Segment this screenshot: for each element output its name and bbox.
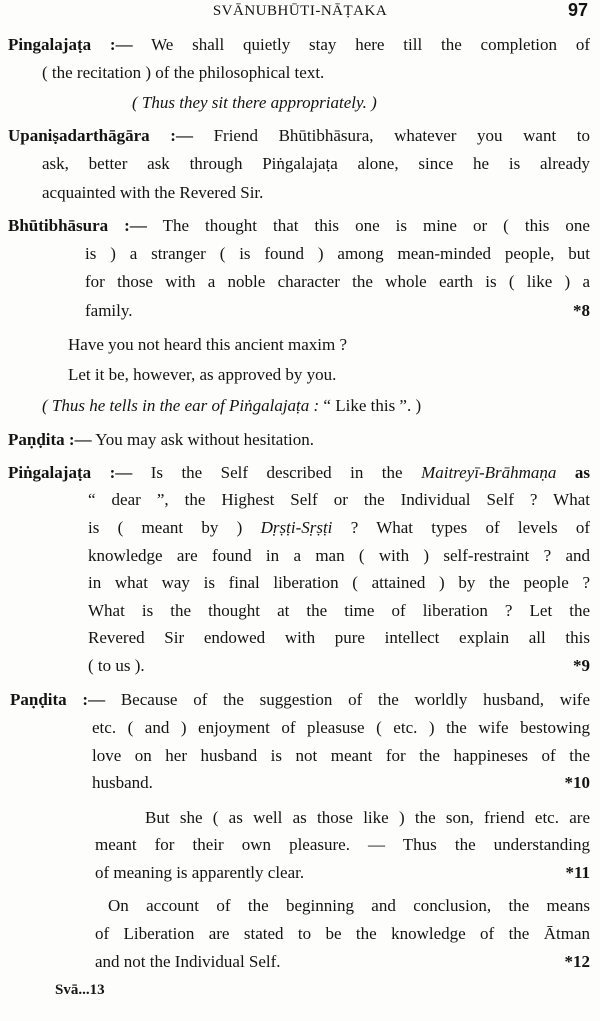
line-text: You may ask without hesitation. <box>95 430 315 449</box>
dialogue-line <box>8 427 314 453</box>
verse-line: of meaning is apparently clear. <box>95 863 305 882</box>
dialogue-line <box>8 213 590 239</box>
speaker-name: Bhūtibhāsura :— <box>8 216 147 235</box>
verse-number: *12 <box>564 952 590 971</box>
verse-line: ( to us ). <box>88 656 145 675</box>
verse-line: is ) a stranger ( is found ) among mean-minded people, but <box>85 244 590 263</box>
speaker-name: Paṇḍita :— <box>8 430 92 449</box>
line-text: The thought that this one is mine or ( this one <box>162 216 590 235</box>
line-text: Is the Self described in the <box>150 463 403 482</box>
verse-line: “ dear ”, the Highest Self or the Individual Self ? What <box>88 490 590 509</box>
line-text: Because of the suggestion of the worldly husband, wife <box>120 690 590 709</box>
dialogue-line: Let it be, however, as approved by you. <box>68 365 337 384</box>
stage-direction-italic: ( Thus he tells in the ear of Piṅgalajaṭa : <box>42 396 320 415</box>
verse-line: On account of the beginning and conclusion, the means <box>108 896 590 915</box>
running-header-title: SVĀNUBHŪTI-NĀṬAKA <box>212 3 388 19</box>
verse-line: for those with a noble character the whole earth is ( like ) a <box>85 272 590 291</box>
verse-line: Revered Sir endowed with pure intellect explain all this <box>88 628 590 647</box>
verse-line: But she ( as well as those like ) the son, friend etc. are <box>145 808 590 827</box>
line-text: ? What types of levels of <box>350 518 590 537</box>
verse-line: family. <box>85 301 133 320</box>
verse-line: and not the Individual Self. <box>95 952 281 971</box>
verse-line <box>88 515 590 541</box>
stage-direction: ( Thus they sit there appropriately. ) <box>132 93 377 112</box>
speaker-name: Piṅgalajaṭa :— <box>8 463 133 482</box>
verse-line: love on her husband is not meant for the happineses of the <box>92 746 590 765</box>
dialogue-line <box>10 687 590 713</box>
verse-number: *8 <box>573 301 590 320</box>
dialogue-line: Have you not heard this ancient maxim ? <box>68 335 347 354</box>
verse-line: knowledge are found in a man ( with ) self-restraint ? and <box>88 546 590 565</box>
verse-number: *9 <box>573 656 590 675</box>
dialogue-line <box>8 32 590 58</box>
page-number: 97 <box>567 0 588 20</box>
dialogue-line <box>8 123 590 149</box>
dialogue-line: ask, better ask through Piṅgalajaṭa alone, since he is already <box>42 154 590 173</box>
text-title-italic: Maitreyī-Brāhmaṇa <box>421 463 557 482</box>
speaker-name: Paṇḍita :— <box>10 690 106 709</box>
line-text: is ( meant by ) <box>88 518 243 537</box>
verse-line: of Liberation are stated to be the knowledge of the Ātman <box>95 924 590 943</box>
speaker-name: Upaniṣadarthāgāra :— <box>8 126 193 145</box>
dialogue-line <box>8 460 590 486</box>
verse-number: *11 <box>565 863 590 882</box>
stage-direction-quote: “ Like this ”. ) <box>323 396 422 415</box>
verse-number: *10 <box>564 773 590 792</box>
dialogue-line: ( the recitation ) of the philosophical text. <box>42 63 325 82</box>
line-text: We shall quietly stay here till the completion of <box>151 35 590 54</box>
line-text: Friend Bhūtibhāsura, whatever you want to <box>213 126 590 145</box>
verse-line: meant for their own pleasure. — Thus the understanding <box>95 835 590 854</box>
verse-line: in what way is final liberation ( attained ) by the people ? <box>88 573 590 592</box>
speaker-name: Pingalajaṭa :— <box>8 35 133 54</box>
line-text: as <box>574 463 590 482</box>
verse-line: What is the thought at the time of liberation ? Let the <box>88 601 590 620</box>
verse-line: husband. <box>92 773 153 792</box>
term-italic: Dṛṣṭi-Sṛṣṭi <box>260 518 333 537</box>
verse-line: etc. ( and ) enjoyment of pleasuse ( etc. ) the wife bestowing <box>92 718 590 737</box>
stage-direction <box>42 393 421 419</box>
dialogue-line: acquainted with the Revered Sir. <box>42 183 264 202</box>
signature-mark: Svā...13 <box>55 982 105 998</box>
